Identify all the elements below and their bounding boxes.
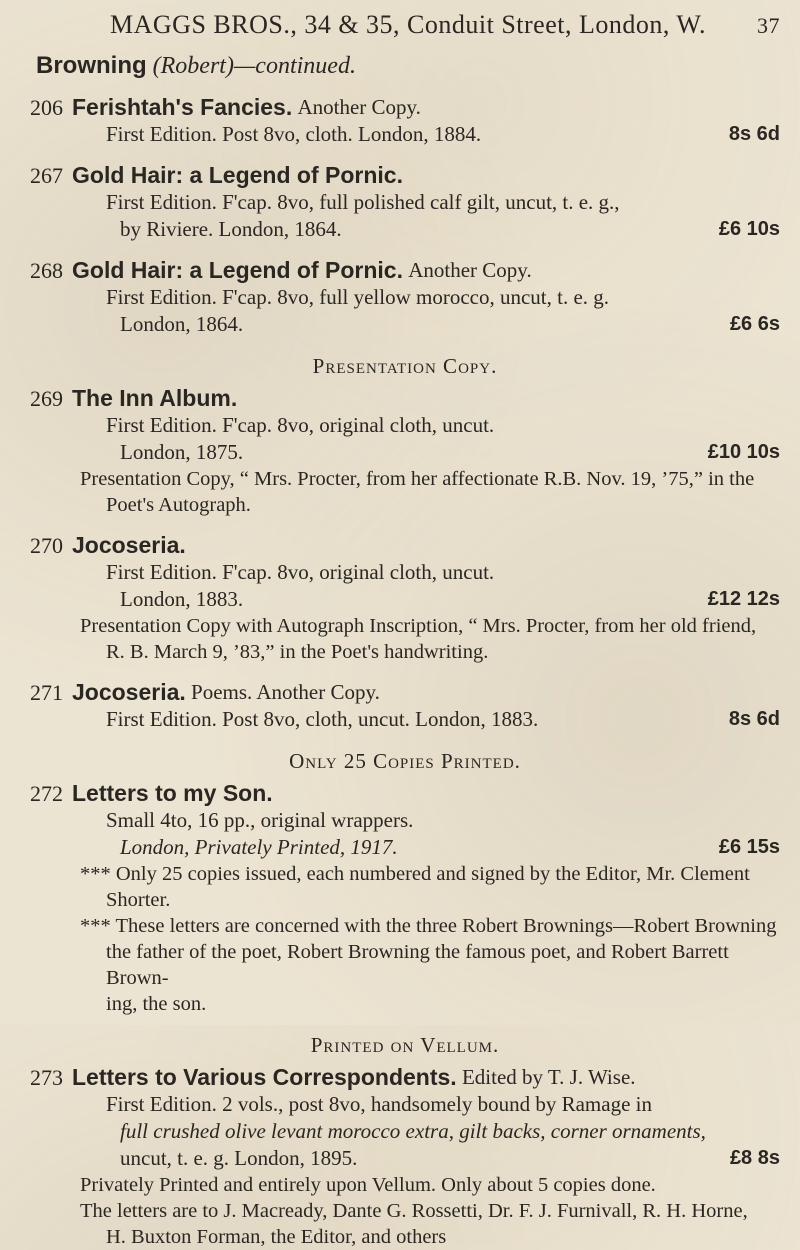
entry-270 — [30, 532, 780, 665]
entry-number: 206 — [30, 95, 63, 120]
entry-subtitle: Edited by T. J. Wise. — [461, 1065, 636, 1089]
catalogue-page — [30, 10, 780, 1250]
entry-number: 273 — [30, 1065, 63, 1090]
entry-subtitle: Poems. Another Copy. — [191, 680, 380, 704]
entry-description-2: London, 1864. — [120, 312, 244, 336]
entry-title: Ferishtah's Fancies. — [72, 94, 293, 120]
entry-note-3: H. Buxton Forman, the Editor, and others — [106, 1226, 447, 1248]
entry-price: 8s 6d — [728, 708, 780, 730]
entry-description-2: London, 1875. — [120, 440, 244, 464]
entry-price: £12 12s — [707, 588, 780, 610]
entry-price: £8 8s — [729, 1147, 780, 1169]
entry-note: Presentation Copy with Autograph Inscription, “ Mrs. Procter, from her old friend, — [80, 615, 757, 637]
entry-number: 269 — [30, 386, 63, 411]
section-heading: Presentation Copy. — [312, 354, 498, 378]
entry-description: First Edition. F'cap. 8vo, full polished calf gilt, uncut, t. e. g., — [106, 190, 620, 214]
entry-description: First Edition. F'cap. 8vo, full yellow morocco, uncut, t. e. g. — [106, 285, 610, 309]
entry-number: 271 — [30, 680, 63, 705]
entry-description-2: by Riviere. London, 1864. — [120, 217, 342, 241]
entry-note-3: *** These letters are concerned with the three Robert Brownings—Robert Browning — [80, 915, 777, 937]
entry-subtitle: Another Copy. — [297, 95, 421, 119]
entry-price: £6 10s — [718, 218, 780, 240]
entry-271 — [30, 679, 780, 733]
entry-price: £6 6s — [729, 313, 780, 335]
section-heading: Only 25 Copies Printed. — [289, 749, 521, 773]
entry-number: 272 — [30, 781, 63, 806]
entry-title: Letters to my Son. — [72, 780, 273, 806]
entry-number: 268 — [30, 258, 63, 283]
entry-title: The Inn Album. — [72, 385, 238, 411]
entry-note-2: Poet's Autograph. — [106, 494, 251, 516]
page-number: 37 — [757, 13, 780, 38]
entry-description: First Edition. F'cap. 8vo, original cloth, uncut. — [106, 413, 495, 437]
entry-description-2: London, 1883. — [120, 587, 244, 611]
entry-price: £10 10s — [707, 441, 780, 463]
entry-268 — [30, 257, 780, 338]
entry-267 — [30, 162, 780, 243]
entry-title: Gold Hair: a Legend of Pornic. — [72, 257, 403, 283]
entry-description-2: London, Privately Printed, 1917. — [120, 835, 398, 859]
entry-description-2: full crushed olive levant morocco extra, gilt backs, corner ornaments, — [120, 1119, 706, 1143]
entry-note-2: The letters are to J. Macready, Dante G. Rossetti, Dr. F. J. Furnivall, R. H. Horne, — [80, 1200, 748, 1222]
header-text: MAGGS BROS., 34 & 35, Conduit Street, London, W. — [110, 10, 707, 39]
entry-subtitle: Another Copy. — [408, 258, 532, 282]
entry-number: 267 — [30, 163, 63, 188]
entry-description: Small 4to, 16 pp., original wrappers. — [106, 808, 414, 832]
entry-title: Letters to Various Correspondents. — [72, 1064, 457, 1090]
entry-note: Privately Printed and entirely upon Vellum. Only about 5 copies done. — [80, 1174, 656, 1196]
continued-note: (Robert)—continued. — [152, 53, 356, 79]
entry-description: First Edition. Post 8vo, cloth, uncut. London, 1883. — [106, 707, 539, 731]
entry-note-2: Shorter. — [106, 889, 171, 911]
entry-note: Presentation Copy, “ Mrs. Procter, from her affectionate R.B. Nov. 19, ’75,” in the — [80, 468, 755, 490]
entry-price: £6 15s — [718, 836, 780, 858]
continued-heading — [36, 52, 780, 80]
entry-description: First Edition. Post 8vo, cloth. London, 1884. — [106, 122, 482, 146]
entry-272 — [30, 780, 780, 1017]
entry-price: 8s 6d — [728, 123, 780, 145]
entry-269 — [30, 385, 780, 518]
entry-note: *** Only 25 copies issued, each numbered and signed by the Editor, Mr. Clement — [80, 863, 750, 885]
entry-description: First Edition. 2 vols., post 8vo, handsomely bound by Ramage in — [106, 1092, 652, 1116]
author-name: Browning — [36, 52, 147, 79]
section-heading: Printed on Vellum. — [310, 1033, 500, 1057]
entry-description-3: uncut, t. e. g. London, 1895. — [120, 1146, 358, 1170]
entry-title: Jocoseria. — [72, 679, 186, 705]
entry-note-5: ing, the son. — [106, 993, 207, 1015]
entry-273 — [30, 1064, 780, 1250]
entry-206 — [30, 94, 780, 148]
entry-description: First Edition. F'cap. 8vo, original cloth, uncut. — [106, 560, 495, 584]
entry-note-2: R. B. March 9, ’83,” in the Poet's handwriting. — [106, 641, 489, 663]
entry-number: 270 — [30, 533, 63, 558]
entry-title: Gold Hair: a Legend of Pornic. — [72, 162, 403, 188]
entry-title: Jocoseria. — [72, 532, 186, 558]
page-header — [110, 10, 780, 40]
entry-note-4: the father of the poet, Robert Browning the famous poet, and Robert Barrett Brown- — [106, 941, 729, 989]
